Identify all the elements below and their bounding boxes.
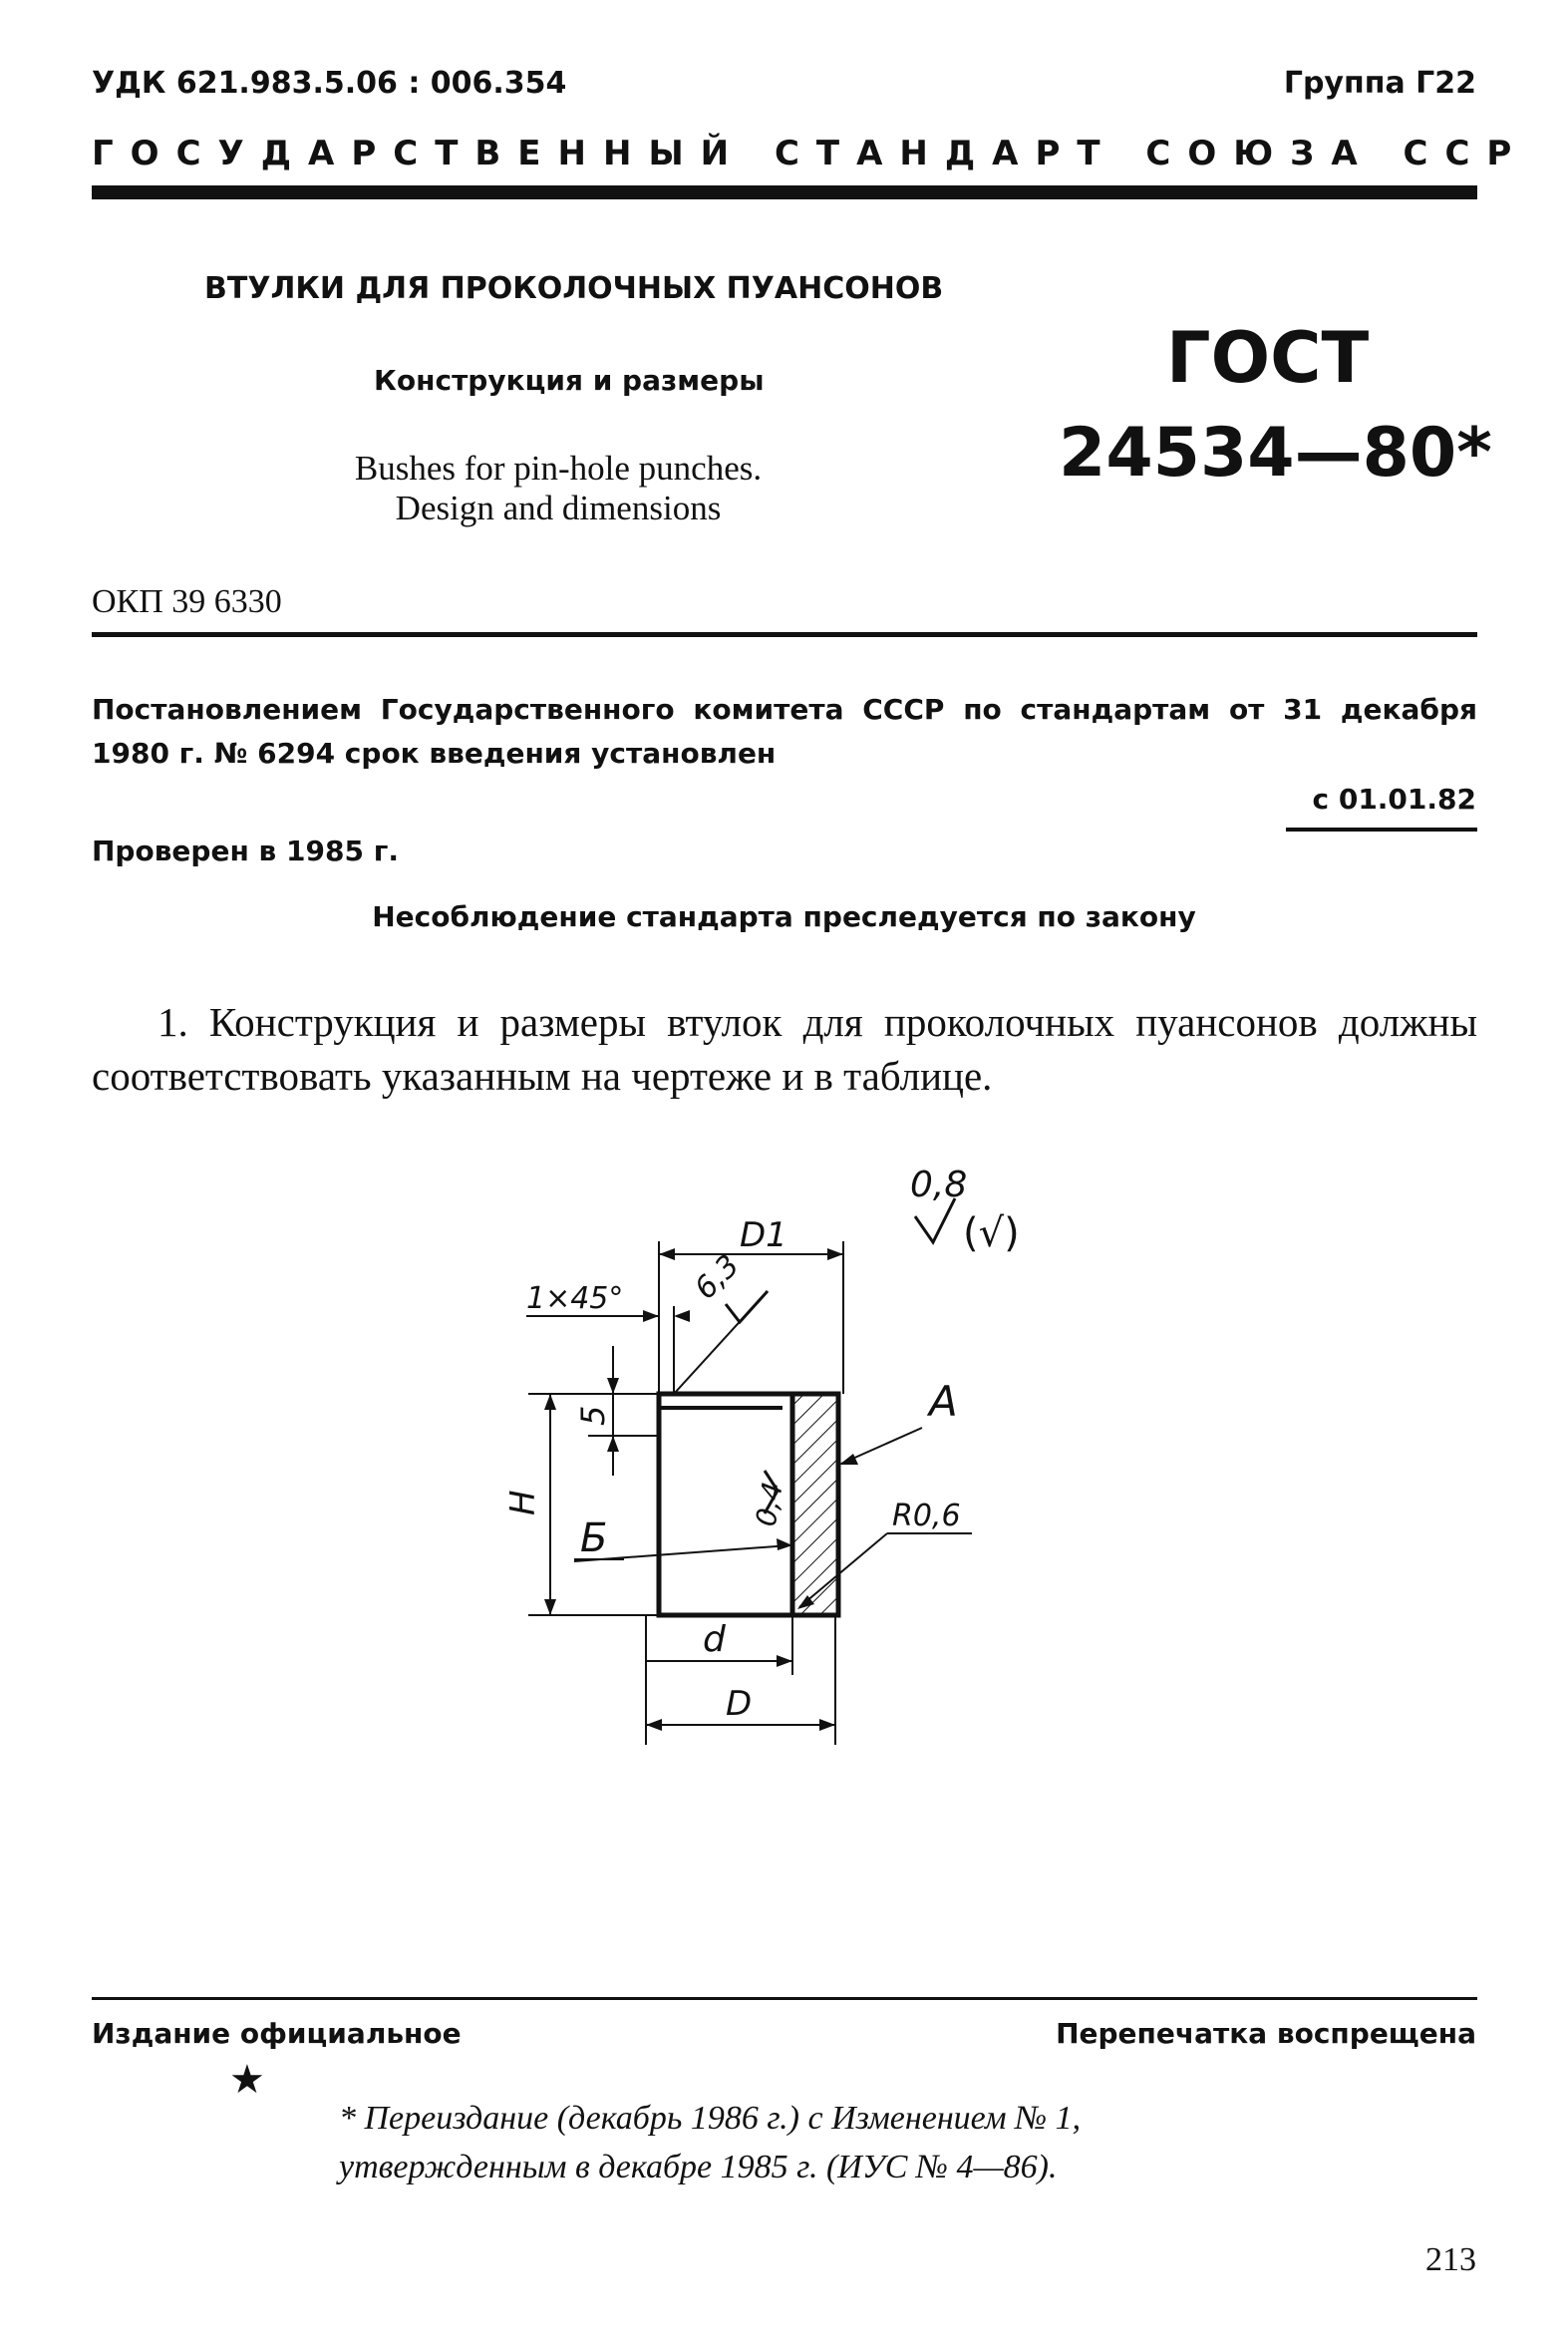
dim-d-label: d xyxy=(703,1619,726,1660)
gost-number: 24534—80* xyxy=(1059,414,1492,493)
dim5-arrow-bottom xyxy=(607,1436,619,1452)
d-big-arrow-left xyxy=(646,1719,662,1731)
radius-label: R0,6 xyxy=(892,1499,961,1533)
chamfer-label: 1×45° xyxy=(526,1281,624,1316)
document-title: ВТУЛКИ ДЛЯ ПРОКОЛОЧНЫХ ПУАНСОНОВ xyxy=(204,271,944,306)
law-notice: Несоблюдение стандарта преследуется по закону xyxy=(372,900,1196,933)
roughness-general-value: 0,8 xyxy=(910,1165,968,1205)
english-title-line-1: Bushes for pin-hole punches. xyxy=(354,449,763,488)
label-a-arrow xyxy=(839,1454,858,1465)
decree-text: Постановлением Государственного комитета СССР по стандартам от 31 декабря 1980 г. № 6294 срок введения установлен xyxy=(92,693,1477,770)
h-arrow-top xyxy=(544,1394,556,1410)
dim5-arrow-top xyxy=(607,1378,619,1394)
english-title-line-2: Design and dimensions xyxy=(395,489,722,527)
standard-banner: ГОСУДАРСТВЕННЫЙ СТАНДАРТ СОЮЗА ССР xyxy=(92,134,1529,173)
d1-arrow-right xyxy=(827,1248,843,1260)
english-title xyxy=(299,449,817,528)
udk-code: УДК 621.983.5.06 : 006.354 xyxy=(92,66,567,101)
star-icon: ★ xyxy=(229,2057,265,2102)
footnote-line-2: утвержденным в декабре 1985 г. (ИУС № 4—86). xyxy=(339,2149,1058,2185)
dim-d-big-label: D xyxy=(726,1684,753,1724)
dim-5-label: 5 xyxy=(574,1405,612,1426)
no-reprint-notice: Перепечатка воспрещена xyxy=(1056,2017,1476,2050)
chamfer-arrow-right xyxy=(674,1310,690,1322)
label-a: A xyxy=(929,1377,958,1426)
header-rule xyxy=(92,185,1477,199)
roughness-top-value: 6,3 xyxy=(688,1247,747,1307)
d-big-arrow-right xyxy=(819,1719,835,1731)
d-arrow-right xyxy=(777,1655,792,1667)
footnote-line-1: * Переиздание (декабрь 1986 г.) с Изменением № 1, xyxy=(339,2100,1082,2137)
h-arrow-bottom xyxy=(544,1599,556,1615)
document-subtitle: Конструкция и размеры xyxy=(374,364,765,397)
bush-drawing xyxy=(478,1147,1097,1765)
checked-note: Проверен в 1985 г. xyxy=(92,835,399,867)
gost-label: ГОСТ xyxy=(1166,317,1370,399)
roughness-bore-value: 0,4 xyxy=(749,1479,789,1529)
section-rule xyxy=(92,632,1477,637)
reissue-footnote xyxy=(339,2094,1081,2191)
label-b: Б xyxy=(580,1515,608,1561)
d1-arrow-left xyxy=(659,1248,675,1260)
effective-date: с 01.01.82 xyxy=(1312,783,1476,816)
chamfer-arrow xyxy=(643,1310,659,1322)
footer-rule xyxy=(92,1997,1477,2000)
roughness-paren: (√) xyxy=(963,1210,1020,1256)
page-number: 213 xyxy=(1425,2241,1476,2278)
effective-date-rule xyxy=(1286,828,1477,832)
okp-code: ОКП 39 6330 xyxy=(92,583,282,620)
group-code: Группа Г22 xyxy=(1283,66,1476,101)
dim-d1-label: D1 xyxy=(740,1215,787,1255)
dim-h-label: H xyxy=(503,1490,543,1515)
official-edition: Издание официальное xyxy=(92,2017,462,2050)
roughness-top-icon xyxy=(726,1291,768,1322)
clause-1: 1. Конструкция и размеры втулок для проколочных пуансонов должны соответствовать указанным на чертеже и в таблице. xyxy=(92,999,1477,1099)
